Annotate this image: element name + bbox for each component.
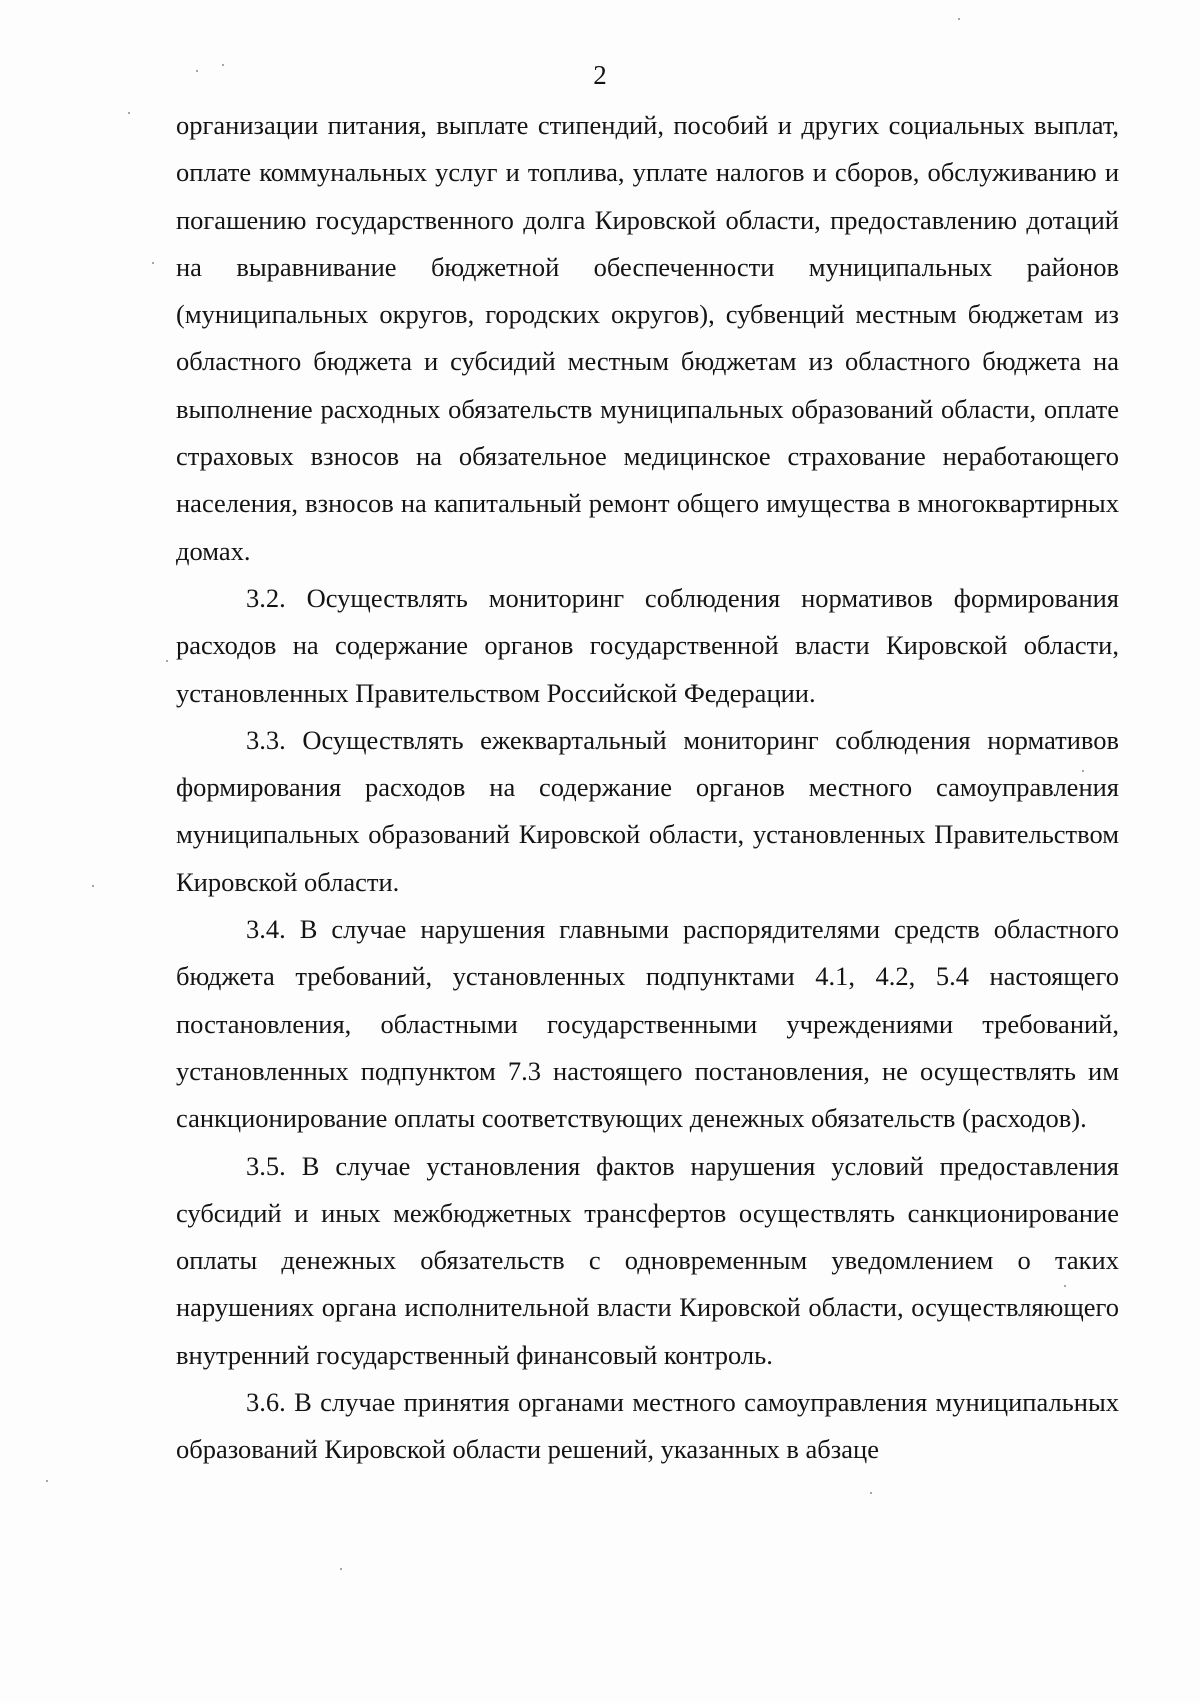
paragraph-3-3: 3.3. Осуществлять ежеквартальный мониторинг соблюдения нормативов формирования расходов на содержание органов местного самоуправления муниципальных образований Кировской области, установленных Правительством Кировской области.: [176, 724, 1119, 897]
scan-speck: [46, 1480, 48, 1482]
paragraph-3-2: 3.2. Осуществлять мониторинг соблюдения нормативов формирования расходов на содержание органов государственной власти Кировской области, установленных Правительством Российской Федерации.: [176, 582, 1119, 708]
page-number: 2: [593, 60, 607, 90]
paragraph-continuation: организации питания, выплате стипендий, пособий и других социальных выплат, оплате коммунальных услуг и топлива, уплате налогов и сборов, обслуживанию и погашению государственного долга Кировской области, предоставлению дотаций на выравнивание бюджетной обеспеченности муниципальных районов (муниципальных округов, городских округов), субвенций местным бюджетам из областного бюджета и субсидий местным бюджетам из областного бюджета на выполнение расходных обязательств муниципальных образований области, оплате страховых взносов на обязательное медицинское страхование неработающего населения, взносов на капитальный ремонт общего имущества в многоквартирных домах.: [176, 110, 1119, 566]
paragraph-3-4: 3.4. В случае нарушения главными распорядителями средств областного бюджета требований, установленных подпунктами 4.1, 4.2, 5.4 настоящего постановления, областными государственными учреждениями требований, установленных подпунктом 7.3 настоящего постановления, не осуществлять им санкционирование оплаты соответствующих денежных обязательств (расходов).: [176, 914, 1119, 1134]
scan-speck: [1064, 1285, 1066, 1287]
scan-speck: [92, 885, 94, 887]
scan-speck: [152, 262, 154, 264]
scan-speck: [166, 660, 168, 662]
paragraph-3-5: 3.5. В случае установления фактов нарушения условий предоставления субсидий и иных межбюджетных трансфертов осуществлять санкционирование оплаты денежных обязательств с одновременным уведомлением о таких нарушениях органа исполнительной власти Кировской области, осуществляющего внутренний государственный финансовый контроль.: [176, 1150, 1119, 1370]
scan-speck: [870, 1492, 872, 1494]
scan-speck: [128, 112, 130, 114]
scan-speck: [1082, 770, 1084, 772]
paragraph-3-6: 3.6. В случае принятия органами местного самоуправления муниципальных образований Кировской области решений, указанных в абзаце: [176, 1387, 1119, 1465]
scan-speck: [222, 64, 224, 66]
scan-speck: [958, 18, 960, 20]
document-body: [176, 102, 1119, 1474]
scan-speck: [196, 70, 198, 72]
scan-speck: [340, 1568, 342, 1570]
